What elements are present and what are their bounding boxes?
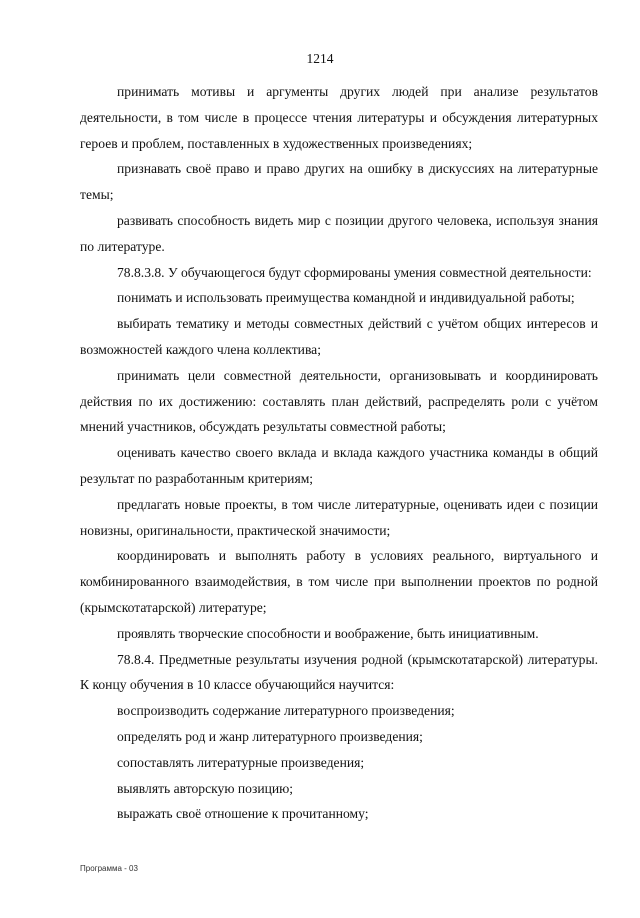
paragraph: признавать своё право и право других на ошибку в дискуссиях на литературные темы; [80,161,598,203]
section-heading-paragraph: 78.8.3.8. У обучающегося будут сформированы умения совместной деятельности: [117,264,592,280]
paragraph: принимать цели совместной деятельности, организовывать и координировать действия по их достижению: составлять план действий, распределять роли с учётом мнений участников, обсуждать результаты совместной работы; [80,367,598,435]
footer-label: Программа - 03 [80,864,138,873]
paragraph: развивать способность видеть мир с позиции другого человека, используя знания по литературе. [80,212,598,254]
paragraph: оценивать качество своего вклада и вклада каждого участника команды в общий результат по разработанным критериям; [80,445,598,486]
paragraph: координировать и выполнять работу в условиях реального, виртуального и комбинированного взаимодействия, в том числе при выполнении проектов по родной (крымскотатарской) литературе; [80,548,598,615]
section-heading-paragraph: 78.8.4. Предметные результаты изучения родной (крымскотатарской) литературы. К концу обучения в 10 классе обучающийся научится: [80,651,598,693]
paragraph: выявлять авторскую позицию; [117,780,294,796]
paragraph: сопоставлять литературные произведения; [117,754,365,770]
paragraph: выбирать тематику и методы совместных действий с учётом общих интересов и возможностей каждого члена коллектива; [80,316,598,357]
document-body [80,79,598,827]
paragraph: воспроизводить содержание литературного произведения; [117,703,455,719]
paragraph: выражать своё отношение к прочитанному; [117,806,369,822]
paragraph: принимать мотивы и аргументы других людей при анализе результатов деятельности, в том числе в процессе чтения литературы и обсуждения литературных героев и проблем, поставленных в художественных произведениях; [80,84,598,151]
paragraph: понимать и использовать преимущества командной и индивидуальной работы; [117,290,575,306]
paragraph: определять род и жанр литературного произведения; [117,728,423,744]
paragraph: предлагать новые проекты, в том числе литературные, оценивать идеи с позиции новизны, оригинальности, практической значимости; [80,496,598,538]
page-number: 1214 [306,51,334,66]
paragraph: проявлять творческие способности и воображение, быть инициативным. [117,625,539,641]
